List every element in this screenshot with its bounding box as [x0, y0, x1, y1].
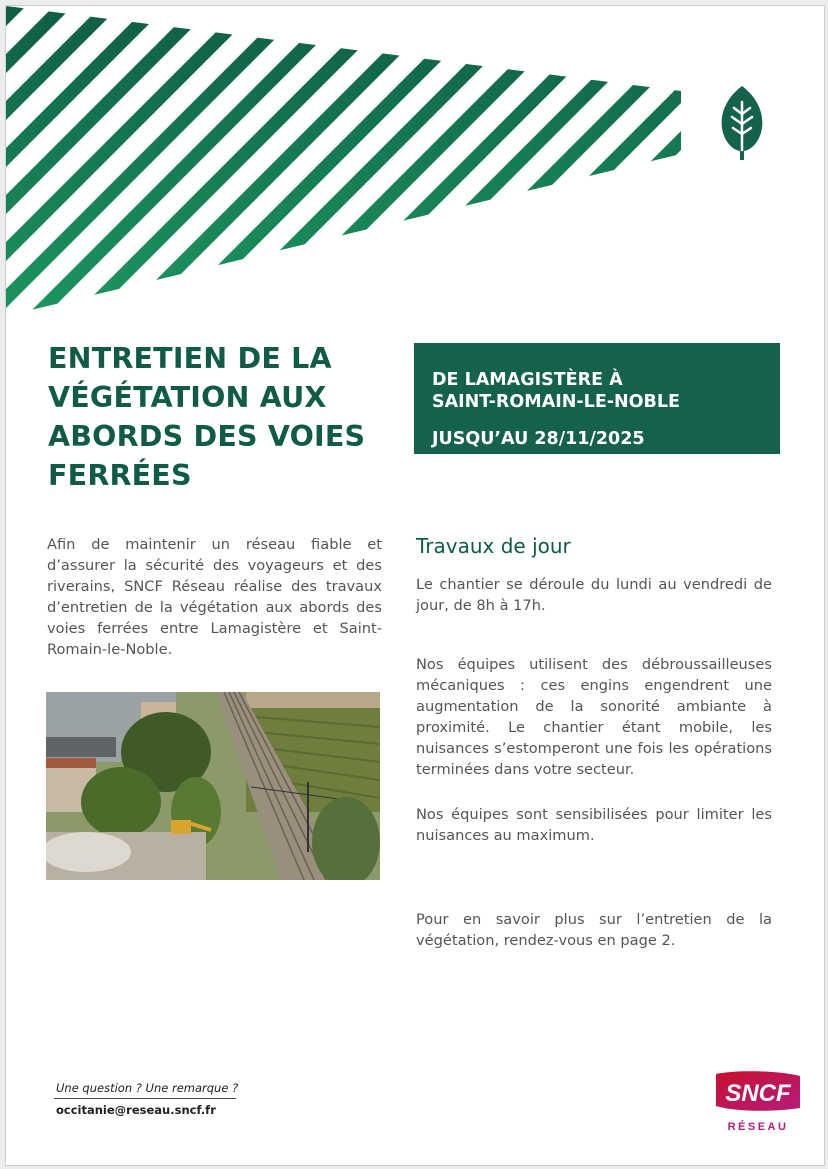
title-line: ENTRETIEN DE LA: [48, 342, 332, 375]
more-info-paragraph: Pour en savoir plus sur l’entretien de la végétation, rendez-vous en page 2.: [416, 911, 772, 949]
logo-brand-text: SNCF: [725, 1080, 791, 1107]
stripe: [335, 6, 684, 326]
title-line: ABORDS DES VOIES: [48, 420, 366, 453]
title-line: VÉGÉTATION AUX: [48, 381, 327, 414]
intro-paragraph: Afin de maintenir un réseau fiable et d’assurer la sécurité des voyageurs et des riverains, SNCF Réseau réalise des travaux d’entretien de la végétation aux abords des voies ferrées entre Lamagistère et Saint-Romain-le-Noble.: [47, 536, 382, 658]
title-line: FERRÉES: [48, 459, 192, 492]
page-title: [48, 339, 388, 495]
sncf-reseau-logo: [714, 1068, 804, 1134]
contact-divider: [54, 1098, 236, 1099]
route-end: SAINT-ROMAIN-LE-NOBLE: [432, 392, 680, 412]
railway-worksite-photo: [46, 692, 380, 880]
stripes-banner: [6, 6, 696, 326]
contact-email-link[interactable]: occitanie@reseau.sncf.fr: [56, 1103, 216, 1117]
route-start: DE LAMAGISTÈRE À: [432, 370, 623, 390]
contact-question: Une question ? Une remarque ?: [56, 1081, 239, 1095]
sncf-logo-graphic: [714, 1068, 804, 1134]
leaf-icon: [718, 84, 766, 162]
end-date: JUSQU’AU 28/11/2025: [432, 429, 645, 449]
route-info-box: [414, 343, 780, 454]
schedule-paragraph: Le chantier se déroule du lundi au vendredi de jour, de 8h à 17h.: [416, 576, 772, 614]
nuisance-paragraph: Nos équipes sont sensibilisées pour limiter les nuisances au maximum.: [416, 806, 772, 844]
equipment-paragraph: Nos équipes utilisent des débroussailleuses mécaniques : ces engins engendrent une augmentation de la sonorité ambiante à proximité. Le chantier étant mobile, les nuisances s’estomperont une fois les opérations terminées dans votre secteur.: [416, 656, 772, 778]
logo-sub-text: RÉSEAU: [727, 1121, 789, 1133]
section-heading: Travaux de jour: [416, 534, 571, 558]
stripe: [664, 6, 696, 326]
stripe-group: [6, 6, 696, 326]
stripe: [570, 6, 696, 326]
document-page: [5, 5, 825, 1166]
stripe: [617, 6, 696, 326]
